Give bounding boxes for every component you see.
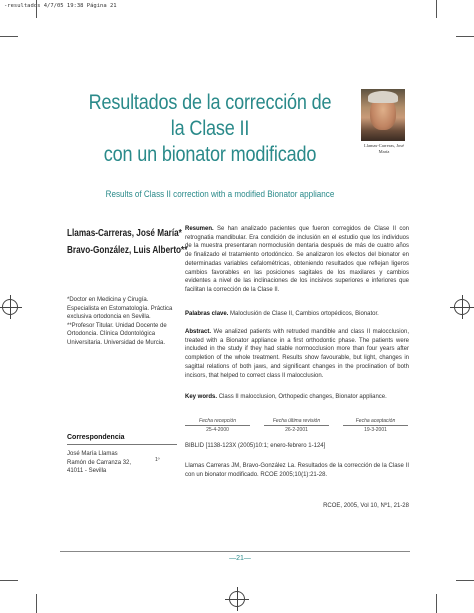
title-line: Resultados de la corrección de la Clase II xyxy=(88,91,332,140)
registration-mark xyxy=(229,591,245,607)
crop-mark xyxy=(456,580,474,581)
author-name: Llamas-Carreras, José María* xyxy=(67,228,182,239)
abstract-label: Abstract. xyxy=(185,329,212,335)
photo-caption xyxy=(356,143,412,155)
crop-mark xyxy=(436,0,437,18)
address-line: José María Llamas xyxy=(67,451,118,457)
article-title xyxy=(81,90,339,168)
crop-mark xyxy=(436,594,437,613)
page-number: —21— xyxy=(229,555,251,562)
palabras-paragraph xyxy=(185,310,409,319)
date-value: 19-3-2001 xyxy=(364,427,387,433)
abstract-paragraph xyxy=(185,328,409,380)
author-name: Bravo-González, Luis Alberto** xyxy=(67,245,188,256)
photo-caption-line: María xyxy=(378,149,390,154)
correspondence-title: Correspondencia xyxy=(67,434,125,441)
crop-mark xyxy=(0,580,18,581)
registration-mark xyxy=(454,299,470,315)
crop-mark xyxy=(456,36,474,37)
resumen-label: Resumen. xyxy=(185,226,214,232)
keywords-label: Key words. xyxy=(185,394,218,400)
keywords-paragraph xyxy=(185,393,409,402)
address-line: 41011 - Sevilla xyxy=(67,468,107,474)
affiliations xyxy=(67,296,179,347)
date-received xyxy=(185,418,250,433)
print-header: -resultados 4/7/05 19:38 Página 21 xyxy=(4,3,117,9)
author-list xyxy=(67,225,188,259)
english-title: Results of Class II correction with a modified Bionator appliance xyxy=(105,189,335,199)
crop-mark xyxy=(36,594,37,613)
date-revised xyxy=(264,418,329,433)
correspondence-note: 1º xyxy=(155,457,160,463)
palabras-label: Palabras clave. xyxy=(185,311,229,317)
journal-reference: RCOE, 2005, Vol 10, Nº1, 21-28 xyxy=(323,503,409,509)
footer-divider xyxy=(60,551,410,552)
date-value: 26-2-2001 xyxy=(285,427,308,433)
resumen-text: Se han analizado pacientes que fueron corregidos de Clase II con retrognatia mandibular. Era condición de inclusión en el estudio que los individuos de la muestra presentaran normoclusión dentaria después de más de cuatro años de finalizado el tratamiento ortodóncico. Se analizaron los efectos del bionator en determinadas variables cefalométricas, obteniendo resultados que reflejan ligeros cambios favorables en las posiciones sagitales de los maxilares y cambios evidentes a nivel de las inclinaciones de los incisivos superiores e inferiores que facilitan la corrección de la Clase II. xyxy=(185,226,409,293)
author-photo-hair xyxy=(368,91,398,103)
registration-mark xyxy=(2,299,18,315)
affiliation: *Doctor en Medicina y Cirugía. Especialista en Estomatología. Práctica exclusiva ortodoncia en Sevilla. xyxy=(67,297,173,320)
date-value: 25-4-2000 xyxy=(206,427,229,433)
resumen-paragraph xyxy=(185,225,409,295)
date-label: Fecha aceptación xyxy=(343,418,408,426)
citation: Llamas Carreras JM, Bravo-González La. Resultados de la corrección de la Clase II con un bionator modificado. RCOE 2005;10(1):21-28. xyxy=(185,463,409,478)
date-accepted xyxy=(343,418,408,433)
photo-caption-line: Llamas-Carreras, José xyxy=(364,143,404,148)
abstract-text: We analized patients with retruded mandible and class II malocclusion, treated with a Bionator appliance in a first orthodontic phase. The patients were included in the study if they had stable normocclusion more than four years after completion of the whole treatment. Results show favourable, but light, changes in sagittal relations of both jaws, and significant changes in the proclination of both incisors, that helped to correct class II malocclusion. xyxy=(185,329,409,379)
title-line: con un bionator modificado xyxy=(103,143,317,166)
palabras-text: Maloclusión de Clase II, Cambios ortopédicos, Bionator. xyxy=(230,311,379,317)
correspondence-address xyxy=(67,450,187,476)
keywords-text: Class II malocclusion, Orthopedic changes, Bionator appliance. xyxy=(218,394,387,400)
date-label: Fecha recepción xyxy=(185,418,250,426)
affiliation: **Profesor Titular. Unidad Docente de Ortodoncia. Clínica Odontológica Universitaria. Universidad de Murcia. xyxy=(67,322,167,346)
crop-mark xyxy=(36,0,37,18)
bibliid: BIBLID [1138-123X (2005)10:1; enero-febrero 1-124] xyxy=(185,443,326,449)
crop-mark xyxy=(0,36,18,37)
date-label: Fecha última revisión xyxy=(264,418,329,426)
correspondence-divider xyxy=(67,444,177,445)
address-line: Ramón de Carranza 32, xyxy=(67,459,132,466)
